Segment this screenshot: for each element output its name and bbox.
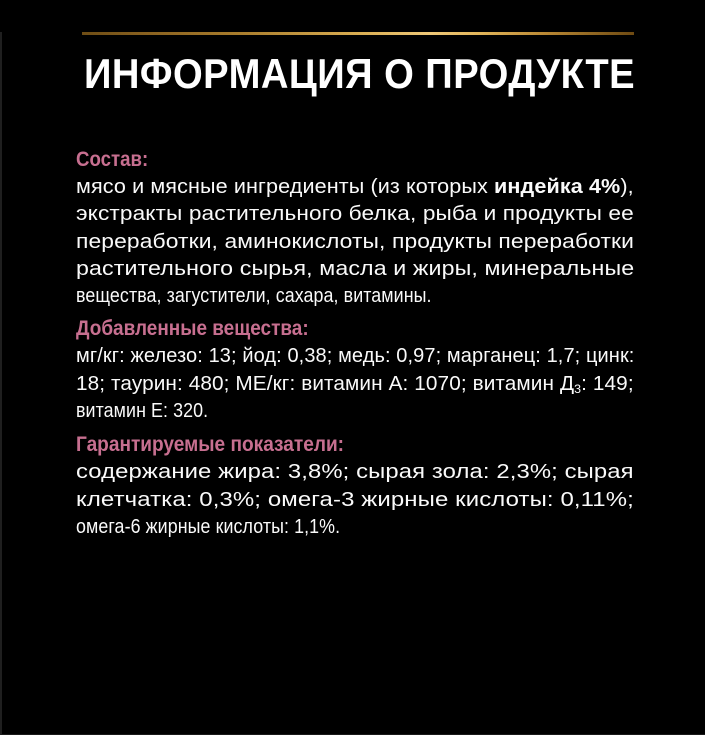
product-info-content	[2, 147, 634, 540]
section-heading-composition-text: Состав:	[76, 148, 149, 171]
body-text-line: экстракты растительного белка, рыба и продукты ее	[76, 202, 634, 226]
section-body-guaranteed-analysis	[76, 458, 634, 540]
section-heading-additives-text: Добавленные вещества:	[76, 317, 309, 341]
section-body-additives	[76, 342, 634, 424]
section-additives	[76, 316, 634, 424]
section-composition	[76, 147, 634, 309]
body-text-line: растительного сырья, масла и жиры, минеральные	[76, 256, 635, 280]
body-text-line: омега-6 жирные кислоты: 1,1%.	[76, 514, 341, 538]
body-text-line: клетчатка: 0,3%; омега-3 жирные кислоты: 0,11%;	[76, 487, 634, 511]
gold-divider-rule	[82, 32, 634, 35]
body-text-line: мг/кг: железо: 13; йод: 0,38; медь: 0,97; марганец: 1,7; цинк:	[76, 344, 635, 368]
product-info-panel	[0, 32, 705, 735]
section-heading-additives	[76, 316, 634, 342]
section-guaranteed-analysis	[76, 432, 634, 540]
body-text-line: 18; таурин: 480; МЕ/кг: витамин А: 1070; витамин $Д_3$: 149;	[76, 371, 634, 397]
section-heading-guaranteed-analysis-text: Гарантируемые показатели:	[76, 433, 345, 457]
body-text-line: переработки, аминокислоты, продукты переработки	[76, 229, 634, 253]
body-text-line: вещества, загустители, сахара, витамины.	[76, 284, 432, 308]
body-text-line: содержание жира: 3,8%; сырая зола: 2,3%; сырая	[76, 460, 634, 484]
section-heading-composition	[76, 147, 634, 173]
body-text-line: мясо и мясные ингредиенты (из которых индейка 4%),	[76, 175, 634, 198]
page-title	[84, 52, 705, 96]
body-text-line: витамин Е: 320.	[76, 399, 209, 423]
section-heading-guaranteed-analysis	[76, 432, 634, 458]
page-title-text: ИНФОРМАЦИЯ О ПРОДУКТЕ	[84, 50, 636, 97]
section-body-composition	[76, 173, 634, 309]
